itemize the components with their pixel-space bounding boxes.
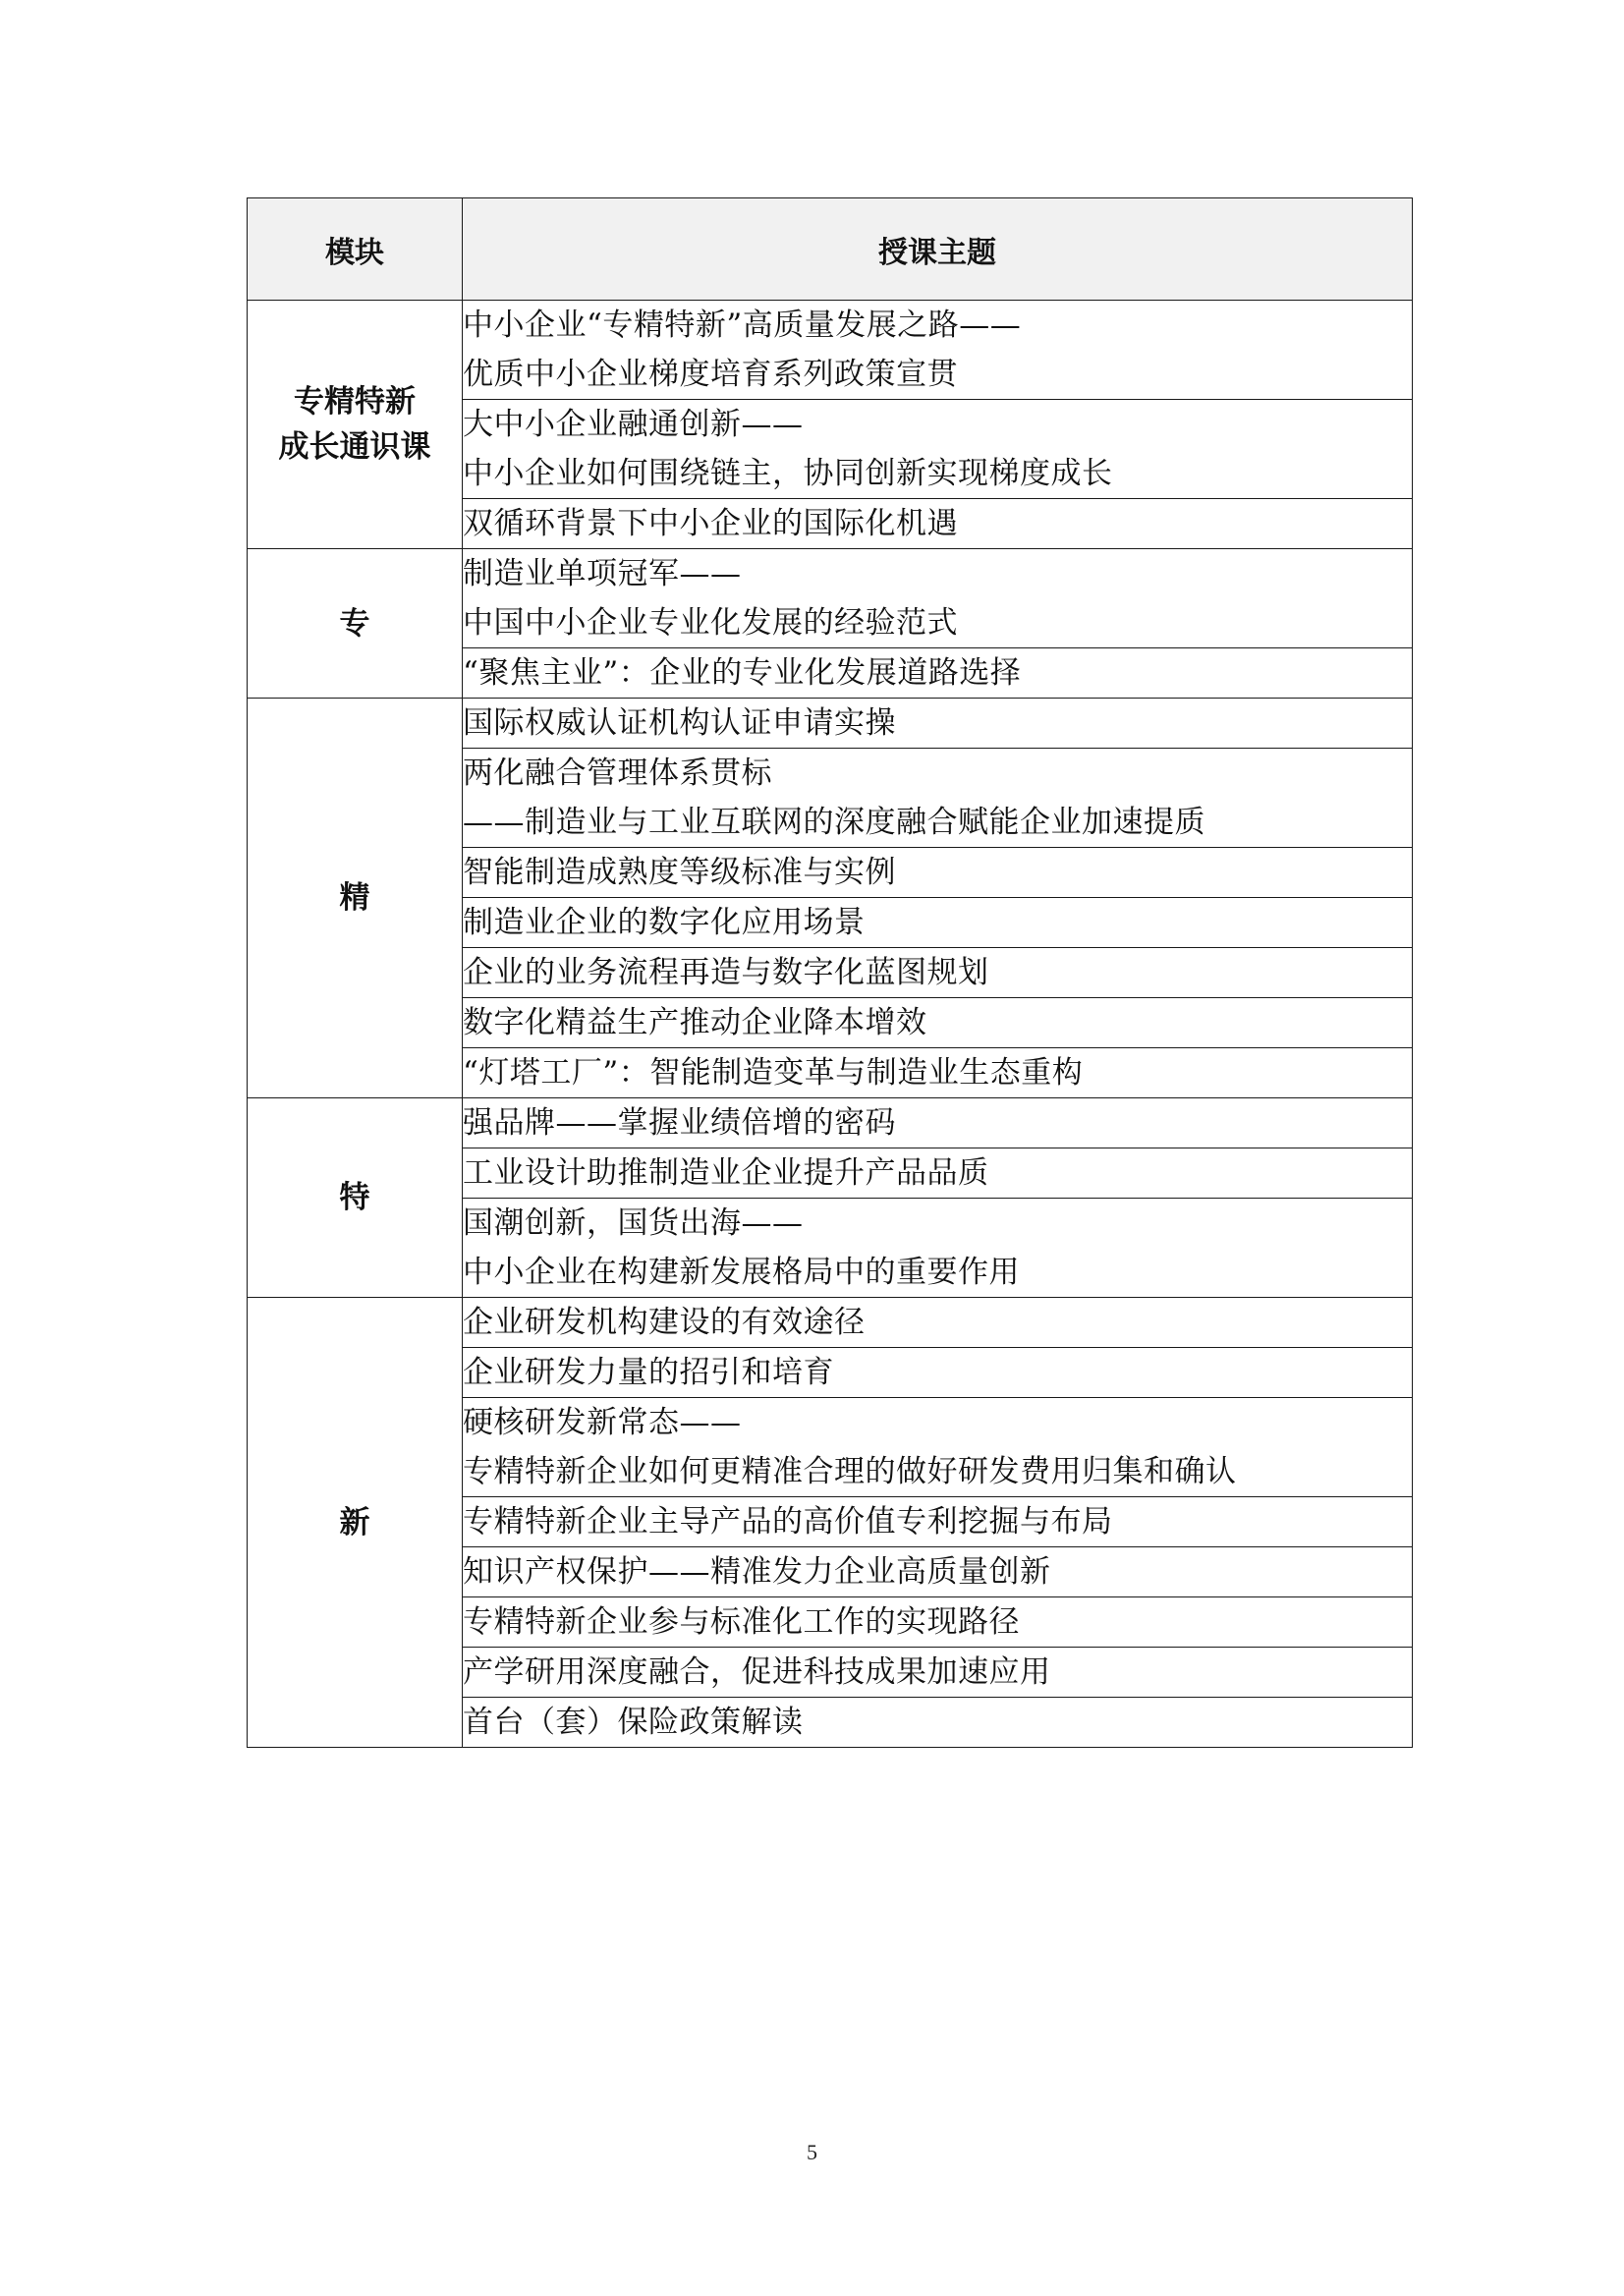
topic-line: 国潮创新，国货出海——: [463, 1205, 804, 1241]
topic-cell: [463, 1048, 1413, 1098]
topic-cell: [463, 898, 1413, 948]
module-cell: [248, 549, 463, 699]
topic-cell: [463, 549, 1413, 648]
module-name-line: 新: [339, 1504, 370, 1540]
topic-cell: [463, 749, 1413, 848]
topic-line: “灯塔工厂”：智能制造变革与制造业生态重构: [463, 1055, 1084, 1091]
topic-line: 强品牌——掌握业绩倍增的密码: [463, 1105, 896, 1141]
topic-line: 知识产权保护——精准发力企业高质量创新: [463, 1554, 1051, 1590]
table-row: [248, 1098, 1413, 1148]
topic-cell: [463, 1148, 1413, 1199]
topic-line: 专精特新企业主导产品的高价值专利挖掘与布局: [463, 1504, 1113, 1540]
topic-cell: [463, 1348, 1413, 1398]
topic-line: 企业研发力量的招引和培育: [463, 1355, 834, 1390]
topic-line: 中小企业如何围绕链主，协同创新实现梯度成长: [463, 456, 1113, 491]
topic-line: 国际权威认证机构认证申请实操: [463, 705, 896, 741]
topic-cell: [463, 699, 1413, 749]
topic-line: 企业研发机构建设的有效途径: [463, 1305, 866, 1340]
topic-line: 数字化精益生产推动企业降本增效: [463, 1005, 927, 1040]
module-name-line: 专精特新: [294, 384, 416, 420]
table-row: [248, 301, 1413, 400]
topic-line: 两化融合管理体系贯标: [463, 756, 772, 791]
module-cell: [248, 1298, 463, 1748]
topic-line: 双循环背景下中小企业的国际化机遇: [463, 506, 958, 541]
course-table: [247, 197, 1413, 1748]
table-row: [248, 1298, 1413, 1348]
module-name-line: 专: [339, 605, 370, 642]
module-name-line: 特: [339, 1180, 370, 1215]
topic-cell: [463, 499, 1413, 549]
header-module: 模块: [248, 198, 463, 301]
topic-cell: [463, 948, 1413, 998]
table-row: [248, 699, 1413, 749]
topic-cell: [463, 1398, 1413, 1497]
topic-cell: [463, 1547, 1413, 1597]
topic-line: 专精特新企业参与标准化工作的实现路径: [463, 1604, 1020, 1640]
topic-line: 智能制造成熟度等级标准与实例: [463, 855, 896, 890]
topic-cell: [463, 1648, 1413, 1698]
module-cell: [248, 699, 463, 1098]
topic-line: 中国中小企业专业化发展的经验范式: [463, 605, 958, 641]
module-cell: [248, 301, 463, 549]
topic-line: 企业的业务流程再造与数字化蓝图规划: [463, 955, 989, 990]
table-body: [248, 301, 1413, 1748]
page-number: 5: [807, 2140, 817, 2164]
topic-cell: [463, 400, 1413, 499]
topic-line: 优质中小企业梯度培育系列政策宣贯: [463, 357, 958, 392]
topic-line: 中小企业“专精特新”高质量发展之路——: [463, 308, 1022, 343]
topic-cell: [463, 301, 1413, 400]
table-header-row: [248, 198, 1413, 301]
topic-cell: [463, 1497, 1413, 1547]
topic-cell: [463, 998, 1413, 1048]
header-topic: 授课主题: [463, 198, 1413, 301]
topic-line: 中小企业在构建新发展格局中的重要作用: [463, 1255, 1020, 1290]
topic-cell: [463, 1298, 1413, 1348]
topic-cell: [463, 1597, 1413, 1648]
module-name-line: 精: [339, 880, 370, 916]
topic-line: 产学研用深度融合，促进科技成果加速应用: [463, 1654, 1051, 1690]
module-name-line: 成长通识课: [278, 429, 431, 465]
topic-cell: [463, 1199, 1413, 1298]
topic-line: 专精特新企业如何更精准合理的做好研发费用归集和确认: [463, 1454, 1237, 1489]
topic-line: ——制造业与工业互联网的深度融合赋能企业加速提质: [463, 805, 1205, 840]
topic-line: 制造业企业的数字化应用场景: [463, 905, 866, 940]
topic-line: 大中小企业融通创新——: [463, 407, 804, 442]
topic-cell: [463, 1098, 1413, 1148]
topic-line: 硬核研发新常态——: [463, 1405, 742, 1440]
table-row: [248, 549, 1413, 648]
module-cell: [248, 1098, 463, 1298]
topic-cell: [463, 648, 1413, 699]
topic-cell: [463, 848, 1413, 898]
topic-line: 首台（套）保险政策解读: [463, 1705, 804, 1740]
topic-line: 工业设计助推制造业企业提升产品品质: [463, 1155, 989, 1191]
topic-cell: [463, 1698, 1413, 1748]
topic-line: “聚焦主业”：企业的专业化发展道路选择: [463, 655, 1022, 691]
topic-line: 制造业单项冠军——: [463, 556, 742, 591]
